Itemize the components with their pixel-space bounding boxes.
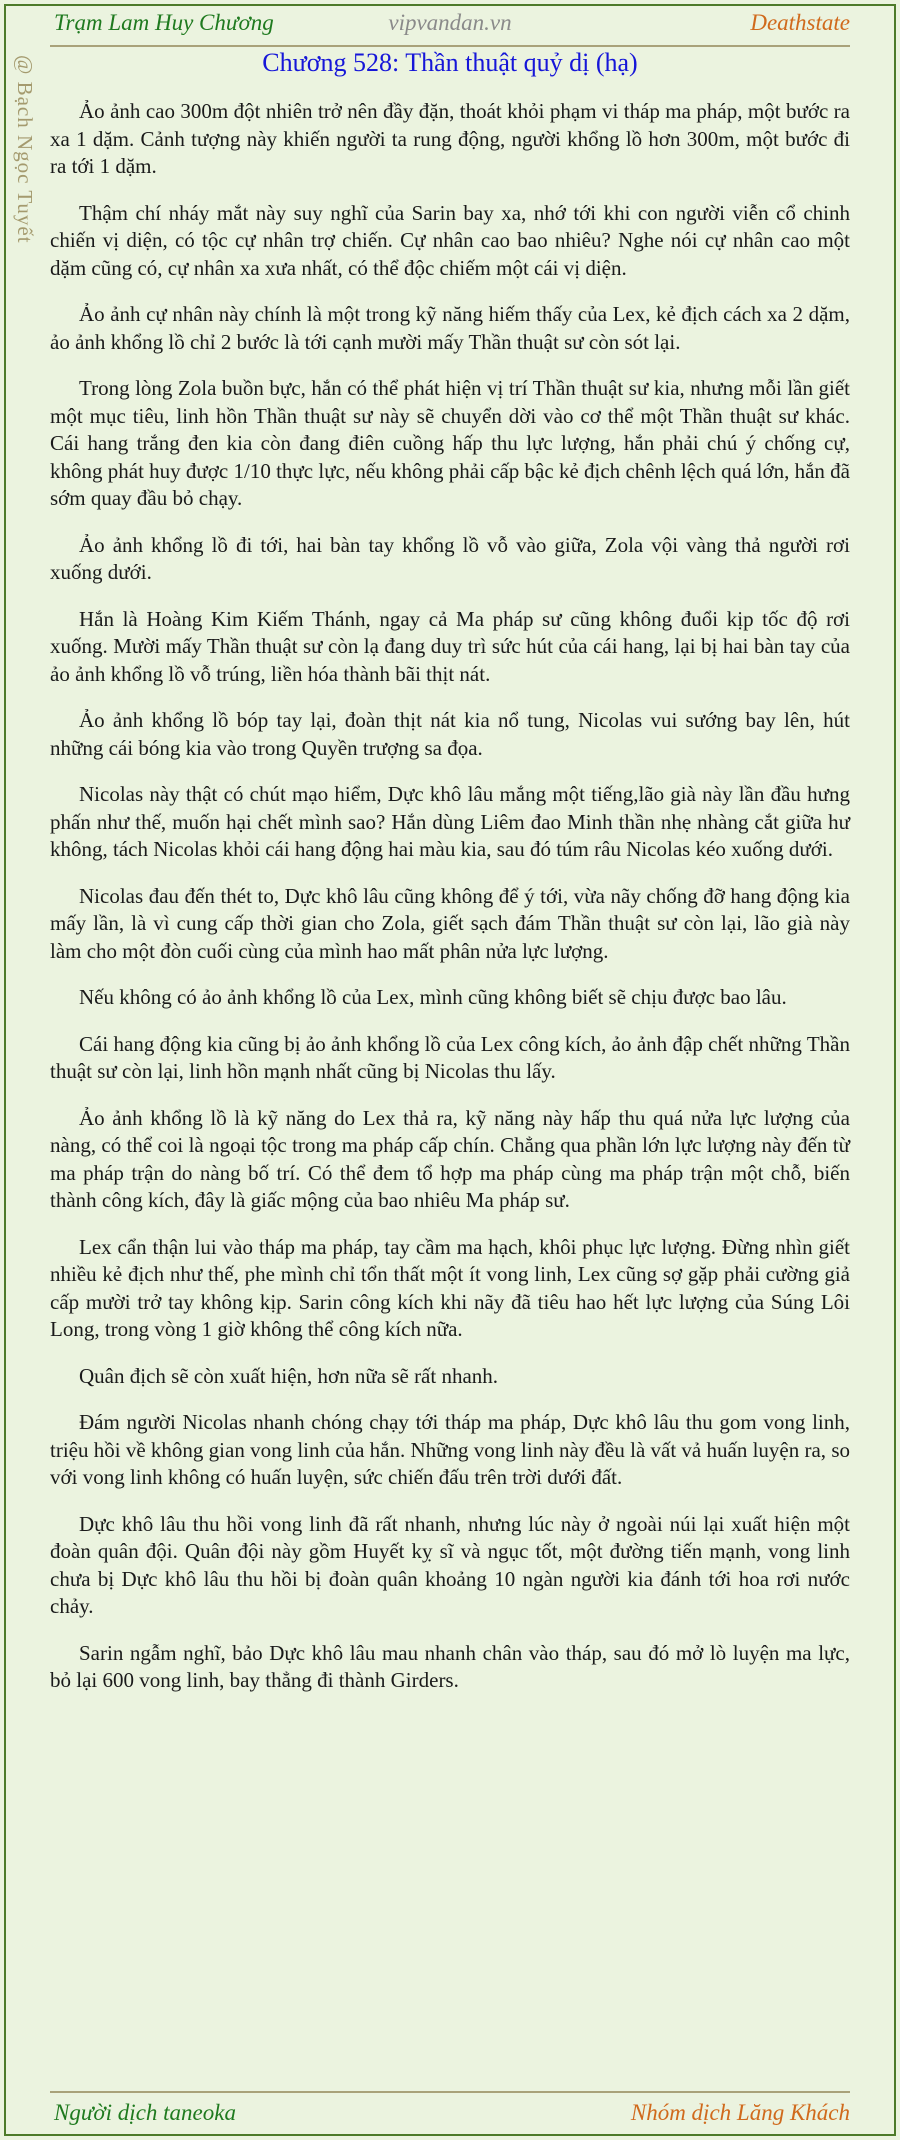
chapter-body — [50, 98, 850, 1714]
paragraph: Lex cẩn thận lui vào tháp ma pháp, tay cầm ma hạch, khôi phục lực lượng. Đừng nhìn giết nhiều kẻ địch như thế, phe mình chỉ tổn thất một ít vong linh, Lex cũng sợ gặp phải cường giả cấp mười trở tay không kịp. Sarin công kích khi nãy đã tiêu hao hết lực lượng của Súng Lôi Long, trong vòng 1 giờ không thể công kích nữa. — [50, 1234, 850, 1341]
paragraph: Nếu không có ảo ảnh khổng lồ của Lex, mình cũng không biết sẽ chịu được bao lâu. — [79, 985, 787, 1009]
paragraph: Nicolas này thật có chút mạo hiểm, Dực khô lâu mắng một tiếng,lão già này lần đầu hưng phấn như thế, muốn hại chết mình sao? Hắn dùng Liêm đao Minh thần nhẹ nhàng cắt giữa hư không, tách Nicolas khỏi cái hang động hai màu kia, sau đó túm râu Nicolas kéo xuống dưới. — [50, 782, 850, 861]
page-header — [50, 8, 850, 40]
page-footer — [50, 2098, 850, 2132]
footer-divider — [50, 2091, 850, 2093]
paragraph: Đám người Nicolas nhanh chóng chạy tới tháp ma pháp, Dực khô lâu thu gom vong linh, triệu hồi về không gian vong linh của hắn. Những vong linh này đều là vất vả huấn luyện ra, so với vong linh không có huấn luyện, sức chiến đấu trên trời dưới đất. — [50, 1410, 850, 1489]
paragraph: Ảo ảnh khổng lồ là kỹ năng do Lex thả ra, kỹ năng này hấp thu quá nửa lực lượng của nàng, có thể coi là ngoại tộc trong ma pháp cấp chín. Chẳng qua phần lớn lực lượng này đến từ ma pháp trận do nàng bố trí. Có thể đem tổ hợp ma pháp cùng ma pháp trận một chỗ, biến thành công kích, đây là giấc mộng của bao nhiêu Ma pháp sư. — [50, 1105, 850, 1212]
paragraph: Ảo ảnh khổng lồ bóp tay lại, đoàn thịt nát kia nổ tung, Nicolas vui sướng bay lên, hút những cái bóng kia vào trong Quyền trượng sa đọa. — [50, 708, 850, 760]
paragraph: Sarin ngẫm nghĩ, bảo Dực khô lâu mau nhanh chân vào tháp, sau đó mở lò luyện ma lực, bỏ lại 600 vong linh, bay thẳng đi thành Girders. — [50, 1640, 850, 1692]
paragraph: Ảo ảnh cự nhân này chính là một trong kỹ năng hiếm thấy của Lex, kẻ địch cách xa 2 dặm, ảo ảnh khổng lồ chỉ 2 bước là tới cạnh mười mấy Thần thuật sư còn sót lại. — [50, 302, 850, 354]
paragraph: Ảo ảnh khổng lồ đi tới, hai bàn tay khổng lồ vỗ vào giữa, Zola vội vàng thả người rơi xuống dưới. — [50, 532, 850, 584]
header-divider — [50, 45, 850, 47]
header-site-right: Deathstate — [750, 10, 850, 35]
chapter-title: Chương 528: Thần thuật quỷ dị (hạ) — [262, 48, 638, 77]
paragraph: Cái hang động kia cũng bị ảo ảnh khổng lồ của Lex công kích, ảo ảnh đập chết những Thần thuật sư còn lại, linh hồn mạnh nhất cũng bị Nicolas thu lấy. — [50, 1031, 850, 1083]
paragraph: Thậm chí nháy mắt này suy nghĩ của Sarin bay xa, nhớ tới khi con người viễn cổ chinh chiến vị diện, có tộc cự nhân trợ chiến. Cự nhân cao bao nhiêu? Nghe nói cự nhân cao một dặm cũng có, cự nhân xa xưa nhất, có thể độc chiếm một cái vị diện. — [50, 200, 850, 280]
paragraph: Nicolas đau đến thét to, Dực khô lâu cũng không để ý tới, vừa nãy chống đỡ hang động kia mấy lần, là vì cung cấp thời gian cho Zola, giết sạch đám Thần thuật sư còn lại, lão già này làm cho một đòn cuối cùng của mình hao mất phân nửa lực lượng. — [50, 883, 850, 963]
paragraph: Trong lòng Zola buồn bực, hắn có thể phát hiện vị trí Thần thuật sư kia, nhưng mỗi lần giết một mục tiêu, linh hồn Thần thuật sư này sẽ chuyển dời vào cơ thể một Thần thuật sư khác. Cái hang trắng đen kia còn đang điên cuồng hấp thu lực lượng, hắn phải chú ý chống cự, không phát huy được 1/10 thực lực, nếu không phải cấp bậc kẻ địch chênh lệch quá lớn, hắn đã sớm quay đầu bỏ chạy. — [50, 376, 850, 510]
footer-translator: Người dịch taneoka — [54, 2100, 236, 2125]
paragraph: Hắn là Hoàng Kim Kiếm Thánh, ngay cả Ma pháp sư cũng không đuổi kịp tốc độ rơi xuống. Mười mấy Thần thuật sư còn lạ đang duy trì sức hút của cái hang, lại bị hai bàn tay của ảo ảnh khổng lồ vỗ trúng, liền hóa thành bãi thịt nát. — [50, 606, 850, 686]
footer-group: Nhóm dịch Lăng Khách — [630, 2100, 850, 2125]
paragraph: Dực khô lâu thu hồi vong linh đã rất nhanh, nhưng lúc này ở ngoài núi lại xuất hiện một đoàn quân đội. Quân đội này gồm Huyết kỵ sĩ và ngục tốt, một đường tiến mạnh, vong linh chưa bị Dực khô lâu thu hồi bị đoàn quân khoảng 10 ngàn người kia đánh tới hoa rơi nước chảy. — [50, 1511, 850, 1618]
header-site-url: vipvandan.vn — [388, 10, 512, 35]
header-site-left: Trạm Lam Huy Chương — [54, 10, 274, 35]
paragraph: Quân địch sẽ còn xuất hiện, hơn nữa sẽ rất nhanh. — [79, 1363, 499, 1388]
side-credit: @ Bạch Ngọc Tuyết — [13, 55, 37, 244]
paragraph: Ảo ảnh cao 300m đột nhiên trở nên đầy đặn, thoát khỏi phạm vi tháp ma pháp, một bước ra xa 1 dặm. Cảnh tượng này khiến người ta rung động, người khổng lồ hơn 300m, một bước đi ra tới 1 dặm. — [50, 99, 850, 178]
